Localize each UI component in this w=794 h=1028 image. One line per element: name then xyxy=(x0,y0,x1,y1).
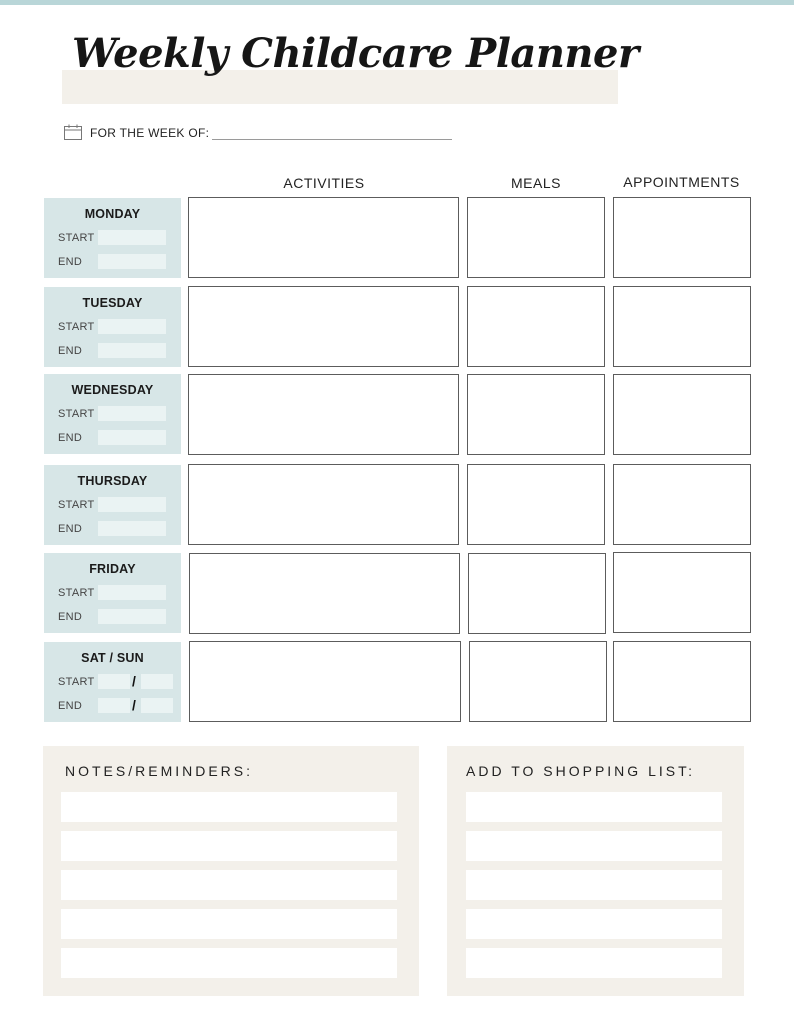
appointments-box-monday[interactable] xyxy=(613,197,751,278)
end-label: END xyxy=(58,523,83,535)
start-time-field[interactable] xyxy=(98,319,166,334)
notes-panel xyxy=(43,746,419,996)
end-label: END xyxy=(58,256,83,268)
activities-box-weekend[interactable] xyxy=(189,641,461,722)
meals-box-wednesday[interactable] xyxy=(467,374,605,455)
end-label: END xyxy=(58,611,83,623)
end-label: END xyxy=(58,700,83,712)
start-time-field[interactable] xyxy=(98,406,166,421)
day-name: FRIDAY xyxy=(89,562,136,576)
end-label: END xyxy=(58,345,83,357)
notes-title: NOTES/REMINDERS: xyxy=(65,763,254,779)
column-header-activities: ACTIVITIES xyxy=(283,175,365,191)
sunday-start-field[interactable] xyxy=(141,674,173,689)
column-header-meals: MEALS xyxy=(511,175,561,191)
day-block-monday xyxy=(44,198,181,278)
end-time-field[interactable] xyxy=(98,430,166,445)
activities-box-monday[interactable] xyxy=(188,197,459,278)
appointments-box-friday[interactable] xyxy=(613,552,751,633)
start-label: START xyxy=(58,676,95,688)
day-block-tuesday xyxy=(44,287,181,367)
meals-box-tuesday[interactable] xyxy=(467,286,605,367)
day-block-weekend xyxy=(44,642,181,722)
appointments-box-tuesday[interactable] xyxy=(613,286,751,367)
saturday-start-field[interactable] xyxy=(98,674,130,689)
day-block-friday xyxy=(44,553,181,633)
appointments-box-thursday[interactable] xyxy=(613,464,751,545)
end-label: END xyxy=(58,432,83,444)
calendar-icon xyxy=(64,124,82,140)
day-name: TUESDAY xyxy=(82,296,143,310)
activities-box-tuesday[interactable] xyxy=(188,286,459,367)
notes-line[interactable] xyxy=(61,792,397,822)
week-row xyxy=(64,122,464,142)
end-time-field[interactable] xyxy=(98,521,166,536)
top-accent-bar xyxy=(0,0,794,5)
page-title: Weekly Childcare Planner xyxy=(72,30,639,77)
shopping-title: ADD TO SHOPPING LIST: xyxy=(466,763,695,779)
saturday-end-field[interactable] xyxy=(98,698,130,713)
start-time-field[interactable] xyxy=(98,497,166,512)
notes-line[interactable] xyxy=(61,870,397,900)
appointments-box-wednesday[interactable] xyxy=(613,374,751,455)
shopping-line[interactable] xyxy=(466,948,722,978)
column-header-appointments: APPOINTMENTS xyxy=(623,174,740,190)
shopping-line[interactable] xyxy=(466,831,722,861)
appointments-box-weekend[interactable] xyxy=(613,641,751,722)
day-block-thursday xyxy=(44,465,181,545)
day-name: SAT / SUN xyxy=(81,651,144,665)
week-label: FOR THE WEEK OF: xyxy=(90,126,210,140)
shopping-panel xyxy=(447,746,744,996)
shopping-line[interactable] xyxy=(466,909,722,939)
activities-box-friday[interactable] xyxy=(189,553,460,634)
day-separator-slash: / xyxy=(132,673,136,689)
start-label: START xyxy=(58,499,95,511)
shopping-line[interactable] xyxy=(466,792,722,822)
day-name: MONDAY xyxy=(84,207,141,221)
start-time-field[interactable] xyxy=(98,230,166,245)
shopping-line[interactable] xyxy=(466,870,722,900)
end-time-field[interactable] xyxy=(98,254,166,269)
notes-line[interactable] xyxy=(61,948,397,978)
day-separator-slash: / xyxy=(132,697,136,713)
meals-box-friday[interactable] xyxy=(468,553,606,634)
day-name: THURSDAY xyxy=(77,474,148,488)
week-date-field[interactable] xyxy=(212,139,452,140)
meals-box-monday[interactable] xyxy=(467,197,605,278)
start-label: START xyxy=(58,408,95,420)
start-label: START xyxy=(58,321,95,333)
meals-box-thursday[interactable] xyxy=(467,464,605,545)
meals-box-weekend[interactable] xyxy=(469,641,607,722)
start-label: START xyxy=(58,587,95,599)
activities-box-thursday[interactable] xyxy=(188,464,459,545)
day-name: WEDNESDAY xyxy=(71,383,154,397)
start-time-field[interactable] xyxy=(98,585,166,600)
notes-line[interactable] xyxy=(61,909,397,939)
activities-box-wednesday[interactable] xyxy=(188,374,459,455)
day-block-wednesday xyxy=(44,374,181,454)
start-label: START xyxy=(58,232,95,244)
end-time-field[interactable] xyxy=(98,343,166,358)
notes-line[interactable] xyxy=(61,831,397,861)
sunday-end-field[interactable] xyxy=(141,698,173,713)
end-time-field[interactable] xyxy=(98,609,166,624)
